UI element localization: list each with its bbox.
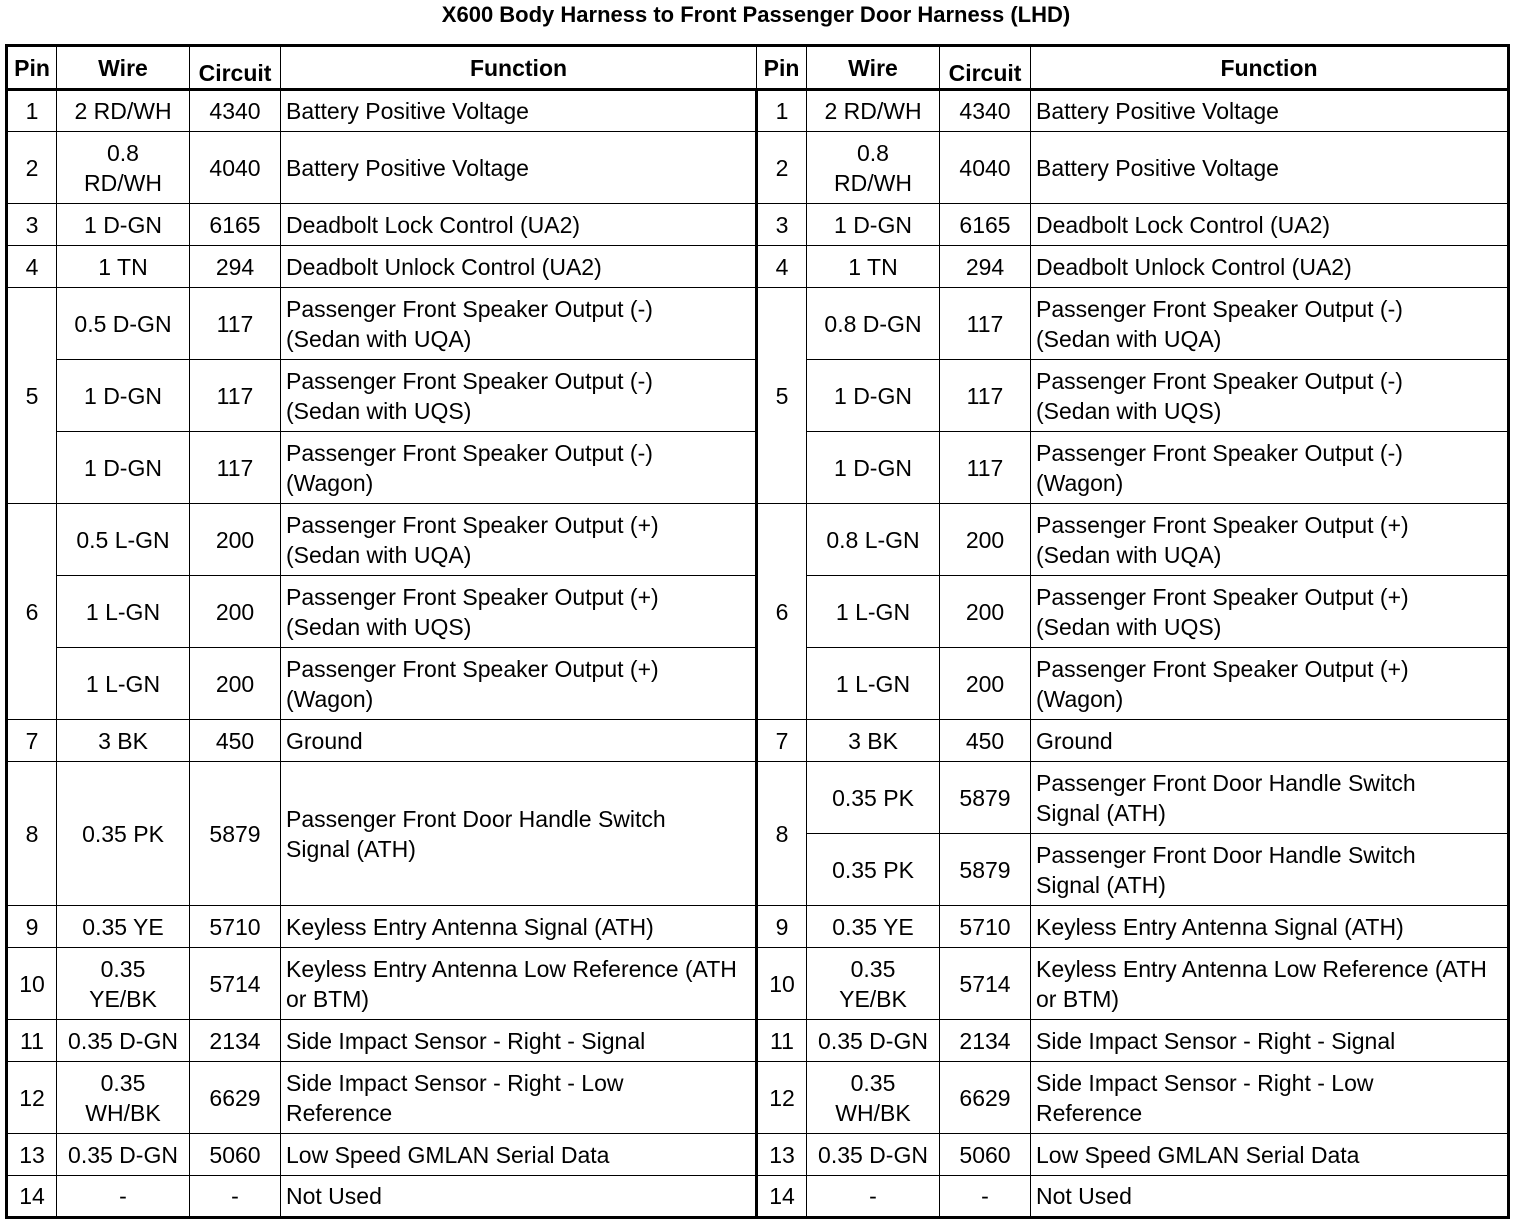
function-cell: Keyless Entry Antenna Signal (ATH)	[281, 906, 757, 948]
table-row	[7, 948, 1509, 1020]
wire-cell: 2 RD/WH	[57, 90, 190, 132]
wire-cell: 0.35 WH/BK	[57, 1062, 190, 1134]
function-cell: Passenger Front Door Handle Switch Signal (ATH)	[281, 762, 757, 906]
function-cell: Battery Positive Voltage	[1031, 132, 1509, 204]
circuit-cell: 200	[190, 504, 281, 576]
function-cell: Passenger Front Speaker Output (+) (Wagon)	[281, 648, 757, 720]
table-row	[7, 246, 1509, 288]
function-cell: Deadbolt Lock Control (UA2)	[281, 204, 757, 246]
table-row	[7, 204, 1509, 246]
function-cell: Not Used	[1031, 1176, 1509, 1218]
pin-cell: 8	[7, 762, 57, 906]
function-cell: Battery Positive Voltage	[1031, 90, 1509, 132]
function-cell: Passenger Front Speaker Output (+) (Sedan with UQA)	[281, 504, 757, 576]
wire-cell: 1 D-GN	[807, 360, 940, 432]
function-cell: Keyless Entry Antenna Low Reference (ATH or BTM)	[1031, 948, 1509, 1020]
wire-cell: -	[57, 1176, 190, 1218]
table-row	[7, 504, 1509, 576]
function-cell: Passenger Front Door Handle Switch Signal (ATH)	[1031, 834, 1509, 906]
pin-cell: 7	[757, 720, 807, 762]
circuit-cell: 450	[940, 720, 1031, 762]
table-row	[7, 132, 1509, 204]
page-title: X600 Body Harness to Front Passenger Door Harness (LHD)	[441, 2, 1071, 27]
circuit-cell: 5714	[190, 948, 281, 1020]
wire-cell: 2 RD/WH	[807, 90, 940, 132]
function-cell: Deadbolt Lock Control (UA2)	[1031, 204, 1509, 246]
wire-cell: 1 D-GN	[57, 432, 190, 504]
circuit-cell: 5879	[940, 834, 1031, 906]
header-row	[7, 46, 1509, 90]
pin-cell: 4	[757, 246, 807, 288]
pin-cell: 2	[757, 132, 807, 204]
function-cell: Side Impact Sensor - Right - Low Reference	[1031, 1062, 1509, 1134]
wire-cell: 0.35 YE	[807, 906, 940, 948]
header-function: Function	[281, 46, 757, 90]
harness-table	[5, 44, 1510, 1219]
pin-cell: 6	[7, 504, 57, 720]
function-cell: Not Used	[281, 1176, 757, 1218]
wire-cell: 1 L-GN	[807, 576, 940, 648]
pin-cell: 9	[757, 906, 807, 948]
table-row	[7, 1176, 1509, 1218]
function-cell: Deadbolt Unlock Control (UA2)	[281, 246, 757, 288]
pin-cell: 6	[757, 504, 807, 720]
wire-cell: -	[807, 1176, 940, 1218]
function-cell: Passenger Front Speaker Output (+) (Sedan with UQA)	[1031, 504, 1509, 576]
wire-cell: 1 D-GN	[57, 204, 190, 246]
wire-cell: 3 BK	[807, 720, 940, 762]
function-cell: Ground	[1031, 720, 1509, 762]
table-row	[7, 720, 1509, 762]
circuit-cell: 4040	[940, 132, 1031, 204]
wire-cell: 1 TN	[807, 246, 940, 288]
table-row	[7, 906, 1509, 948]
circuit-cell: 6629	[940, 1062, 1031, 1134]
circuit-cell: 4340	[940, 90, 1031, 132]
pin-cell: 3	[7, 204, 57, 246]
function-cell: Passenger Front Speaker Output (+) (Sedan with UQS)	[1031, 576, 1509, 648]
wire-cell: 0.35 D-GN	[57, 1134, 190, 1176]
pin-cell: 1	[757, 90, 807, 132]
wire-cell: 0.35 YE	[57, 906, 190, 948]
table-row	[7, 1134, 1509, 1176]
wire-cell: 0.8 RD/WH	[807, 132, 940, 204]
pin-cell: 7	[7, 720, 57, 762]
wire-cell: 0.35 WH/BK	[807, 1062, 940, 1134]
circuit-cell: 117	[940, 432, 1031, 504]
wire-cell: 1 L-GN	[57, 576, 190, 648]
circuit-cell: -	[940, 1176, 1031, 1218]
function-cell: Passenger Front Door Handle Switch Signal (ATH)	[1031, 762, 1509, 834]
function-cell: Passenger Front Speaker Output (+) (Sedan with UQS)	[281, 576, 757, 648]
wire-cell: 0.35 PK	[57, 762, 190, 906]
wire-cell: 0.35 PK	[807, 834, 940, 906]
pin-cell: 12	[757, 1062, 807, 1134]
function-cell: Passenger Front Speaker Output (-) (Sedan with UQA)	[281, 288, 757, 360]
function-cell: Keyless Entry Antenna Low Reference (ATH or BTM)	[281, 948, 757, 1020]
function-cell: Side Impact Sensor - Right - Signal	[1031, 1020, 1509, 1062]
function-cell: Battery Positive Voltage	[281, 90, 757, 132]
function-cell: Passenger Front Speaker Output (-) (Sedan with UQS)	[281, 360, 757, 432]
wire-cell: 0.8 L-GN	[807, 504, 940, 576]
circuit-cell: 5060	[940, 1134, 1031, 1176]
wire-cell: 0.35 D-GN	[807, 1134, 940, 1176]
circuit-cell: 117	[190, 288, 281, 360]
function-cell: Passenger Front Speaker Output (-) (Sedan with UQS)	[1031, 360, 1509, 432]
wire-cell: 0.35 YE/BK	[57, 948, 190, 1020]
pin-cell: 3	[757, 204, 807, 246]
wire-cell: 3 BK	[57, 720, 190, 762]
wire-cell: 1 D-GN	[807, 204, 940, 246]
wire-cell: 0.5 D-GN	[57, 288, 190, 360]
header-function: Function	[1031, 46, 1509, 90]
circuit-cell: 2134	[190, 1020, 281, 1062]
circuit-cell: 5060	[190, 1134, 281, 1176]
circuit-cell: 200	[190, 648, 281, 720]
circuit-cell: 200	[190, 576, 281, 648]
pin-cell: 10	[757, 948, 807, 1020]
pin-cell: 5	[7, 288, 57, 504]
table-row	[7, 1062, 1509, 1134]
wire-cell: 1 D-GN	[807, 432, 940, 504]
circuit-cell: 117	[190, 360, 281, 432]
circuit-cell: 5714	[940, 948, 1031, 1020]
wire-cell: 0.5 L-GN	[57, 504, 190, 576]
function-cell: Passenger Front Speaker Output (-) (Sedan with UQA)	[1031, 288, 1509, 360]
function-cell: Passenger Front Speaker Output (-) (Wagon)	[281, 432, 757, 504]
function-cell: Low Speed GMLAN Serial Data	[281, 1134, 757, 1176]
circuit-cell: 294	[190, 246, 281, 288]
pin-cell: 9	[7, 906, 57, 948]
pin-cell: 8	[757, 762, 807, 906]
circuit-cell: 117	[940, 360, 1031, 432]
function-cell: Deadbolt Unlock Control (UA2)	[1031, 246, 1509, 288]
pin-cell: 4	[7, 246, 57, 288]
circuit-cell: 450	[190, 720, 281, 762]
circuit-cell: 6629	[190, 1062, 281, 1134]
wire-cell: 0.35 D-GN	[57, 1020, 190, 1062]
header-wire: Wire	[807, 46, 940, 90]
pin-cell: 10	[7, 948, 57, 1020]
wire-cell: 1 L-GN	[807, 648, 940, 720]
table-row	[7, 1020, 1509, 1062]
pin-cell: 1	[7, 90, 57, 132]
pin-cell: 2	[7, 132, 57, 204]
header-circuit: Circuit	[190, 46, 281, 90]
circuit-cell: 117	[190, 432, 281, 504]
wire-cell: 0.35 YE/BK	[807, 948, 940, 1020]
circuit-cell: 117	[940, 288, 1031, 360]
function-cell: Passenger Front Speaker Output (+) (Wagon)	[1031, 648, 1509, 720]
circuit-cell: -	[190, 1176, 281, 1218]
circuit-cell: 200	[940, 576, 1031, 648]
pin-cell: 5	[757, 288, 807, 504]
circuit-cell: 2134	[940, 1020, 1031, 1062]
circuit-cell: 5879	[190, 762, 281, 906]
circuit-cell: 4040	[190, 132, 281, 204]
function-cell: Ground	[281, 720, 757, 762]
function-cell: Side Impact Sensor - Right - Signal	[281, 1020, 757, 1062]
table-row	[7, 90, 1509, 132]
circuit-cell: 294	[940, 246, 1031, 288]
circuit-cell: 5879	[940, 762, 1031, 834]
header-pin: Pin	[7, 46, 57, 90]
pin-cell: 14	[757, 1176, 807, 1218]
table-row	[7, 762, 1509, 834]
pin-cell: 11	[757, 1020, 807, 1062]
function-cell: Low Speed GMLAN Serial Data	[1031, 1134, 1509, 1176]
wire-cell: 0.8 D-GN	[807, 288, 940, 360]
wire-cell: 0.35 PK	[807, 762, 940, 834]
pin-cell: 12	[7, 1062, 57, 1134]
header-pin: Pin	[757, 46, 807, 90]
circuit-cell: 4340	[190, 90, 281, 132]
header-circuit: Circuit	[940, 46, 1031, 90]
wire-cell: 1 TN	[57, 246, 190, 288]
wire-cell: 0.8 RD/WH	[57, 132, 190, 204]
table-row	[7, 288, 1509, 360]
circuit-cell: 200	[940, 648, 1031, 720]
pin-cell: 13	[7, 1134, 57, 1176]
circuit-cell: 6165	[190, 204, 281, 246]
function-cell: Passenger Front Speaker Output (-) (Wagon)	[1031, 432, 1509, 504]
function-cell: Side Impact Sensor - Right - Low Reference	[281, 1062, 757, 1134]
circuit-cell: 5710	[940, 906, 1031, 948]
pin-cell: 14	[7, 1176, 57, 1218]
pin-cell: 11	[7, 1020, 57, 1062]
circuit-cell: 200	[940, 504, 1031, 576]
circuit-cell: 6165	[940, 204, 1031, 246]
function-cell: Keyless Entry Antenna Signal (ATH)	[1031, 906, 1509, 948]
wire-cell: 0.35 D-GN	[807, 1020, 940, 1062]
function-cell: Battery Positive Voltage	[281, 132, 757, 204]
wire-cell: 1 D-GN	[57, 360, 190, 432]
circuit-cell: 5710	[190, 906, 281, 948]
pin-cell: 13	[757, 1134, 807, 1176]
header-wire: Wire	[57, 46, 190, 90]
wire-cell: 1 L-GN	[57, 648, 190, 720]
